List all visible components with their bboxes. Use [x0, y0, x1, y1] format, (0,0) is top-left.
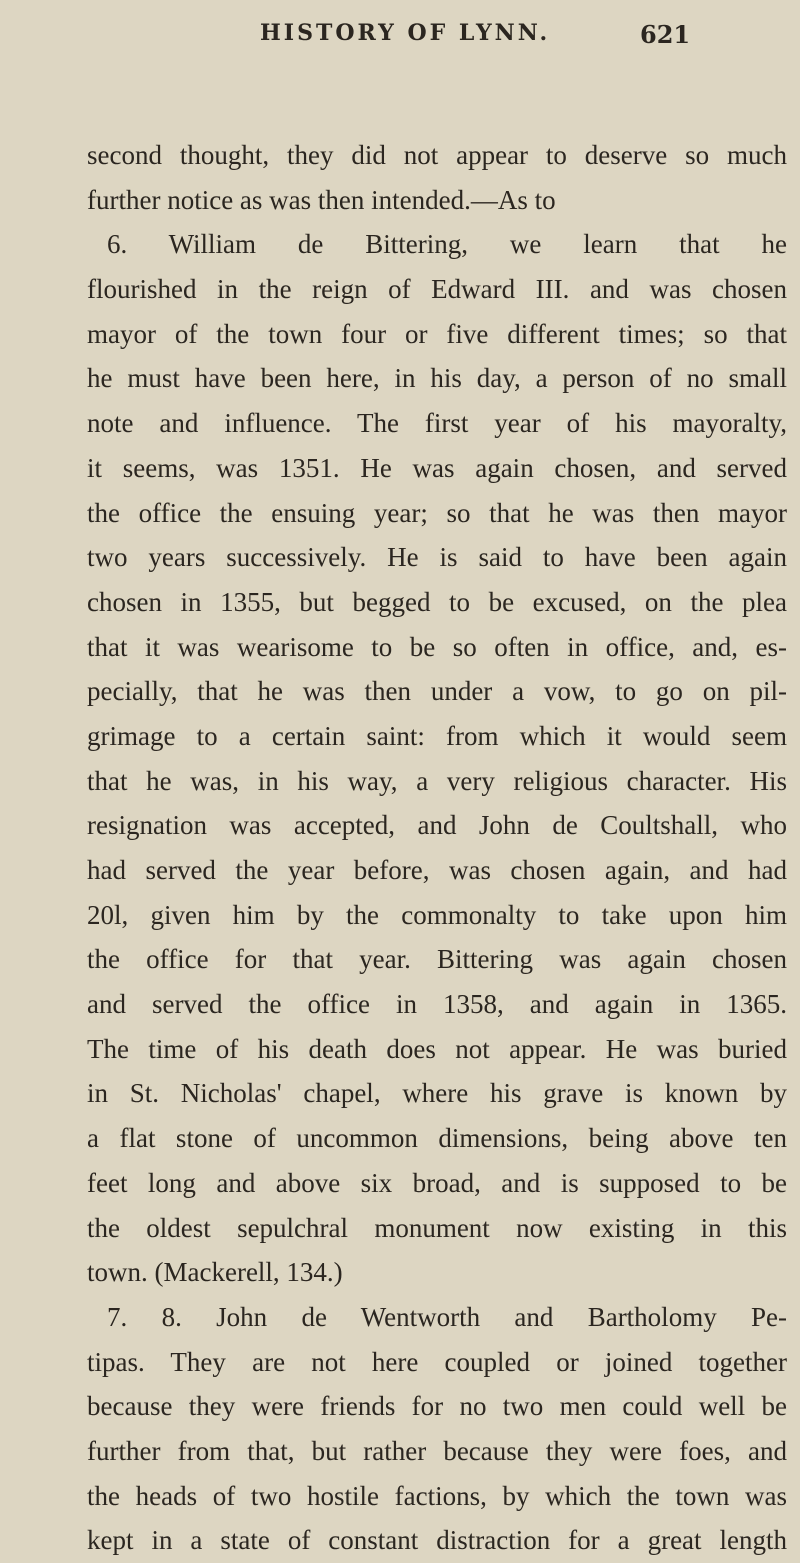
- text-line: second thought, they did not appear to deserve so much: [87, 140, 787, 170]
- text-line: grimage to a certain saint: from which it would seem: [87, 720, 787, 751]
- text-line: two years successively. He is said to have been again: [87, 542, 787, 573]
- running-head: [220, 20, 720, 60]
- body-text: [87, 133, 787, 1563]
- text-line: note and influence. The first year of his mayoralty,: [87, 408, 787, 439]
- text-line: tipas. They are not here coupled or joined together: [87, 1346, 787, 1377]
- text-line: a flat stone of uncommon dimensions, being above ten: [87, 1123, 787, 1154]
- text-line: 7. 8. John de Wentworth and Bartholomy Pe-: [107, 1301, 787, 1332]
- text-line: resignation was accepted, and John de Coultshall, who: [87, 810, 787, 841]
- text-line: kept in a state of constant distraction for a great length: [87, 1525, 787, 1556]
- text-line: he must have been here, in his day, a person of no small: [87, 363, 787, 394]
- text-line: 20l, given him by the commonalty to take upon him: [87, 899, 787, 930]
- text-line: in St. Nicholas' chapel, where his grave is known by: [87, 1078, 787, 1109]
- text-line: that he was, in his way, a very religious character. His: [87, 765, 787, 796]
- text-line: because they were friends for no two men could well be: [87, 1391, 787, 1422]
- text-line: town. (Mackerell, 134.): [87, 1257, 343, 1288]
- text-line: had served the year before, was chosen again, and had: [87, 855, 787, 885]
- text-line: the office the ensuing year; so that he was then mayor: [87, 497, 787, 528]
- text-line: 6. William de Bittering, we learn that he: [107, 229, 787, 260]
- text-line: The time of his death does not appear. He was buried: [87, 1033, 787, 1064]
- running-title: HISTORY OF LYNN.: [260, 20, 551, 46]
- page-number: 621: [640, 20, 691, 49]
- text-line: it seems, was 1351. He was again chosen, and served: [87, 452, 787, 483]
- text-line: feet long and above six broad, and is supposed to be: [87, 1167, 787, 1198]
- text-line: that it was wearisome to be so often in office, and, es-: [87, 631, 787, 662]
- text-line: the heads of two hostile factions, by which the town was: [87, 1480, 787, 1511]
- text-line: and served the office in 1358, and again in 1365.: [87, 989, 787, 1020]
- text-line: pecially, that he was then under a vow, to go on pil-: [87, 676, 787, 707]
- text-line: chosen in 1355, but begged to be excused, on the plea: [87, 586, 787, 617]
- text-line: mayor of the town four or five different times; so that: [87, 318, 787, 349]
- text-line: the office for that year. Bittering was again chosen: [87, 944, 787, 975]
- text-line: further from that, but rather because they were foes, and: [87, 1435, 787, 1466]
- text-line: the oldest sepulchral monument now existing in this: [87, 1212, 787, 1243]
- text-line: flourished in the reign of Edward III. and was chosen: [87, 274, 787, 305]
- text-line: further notice as was then intended.—As to: [87, 184, 556, 215]
